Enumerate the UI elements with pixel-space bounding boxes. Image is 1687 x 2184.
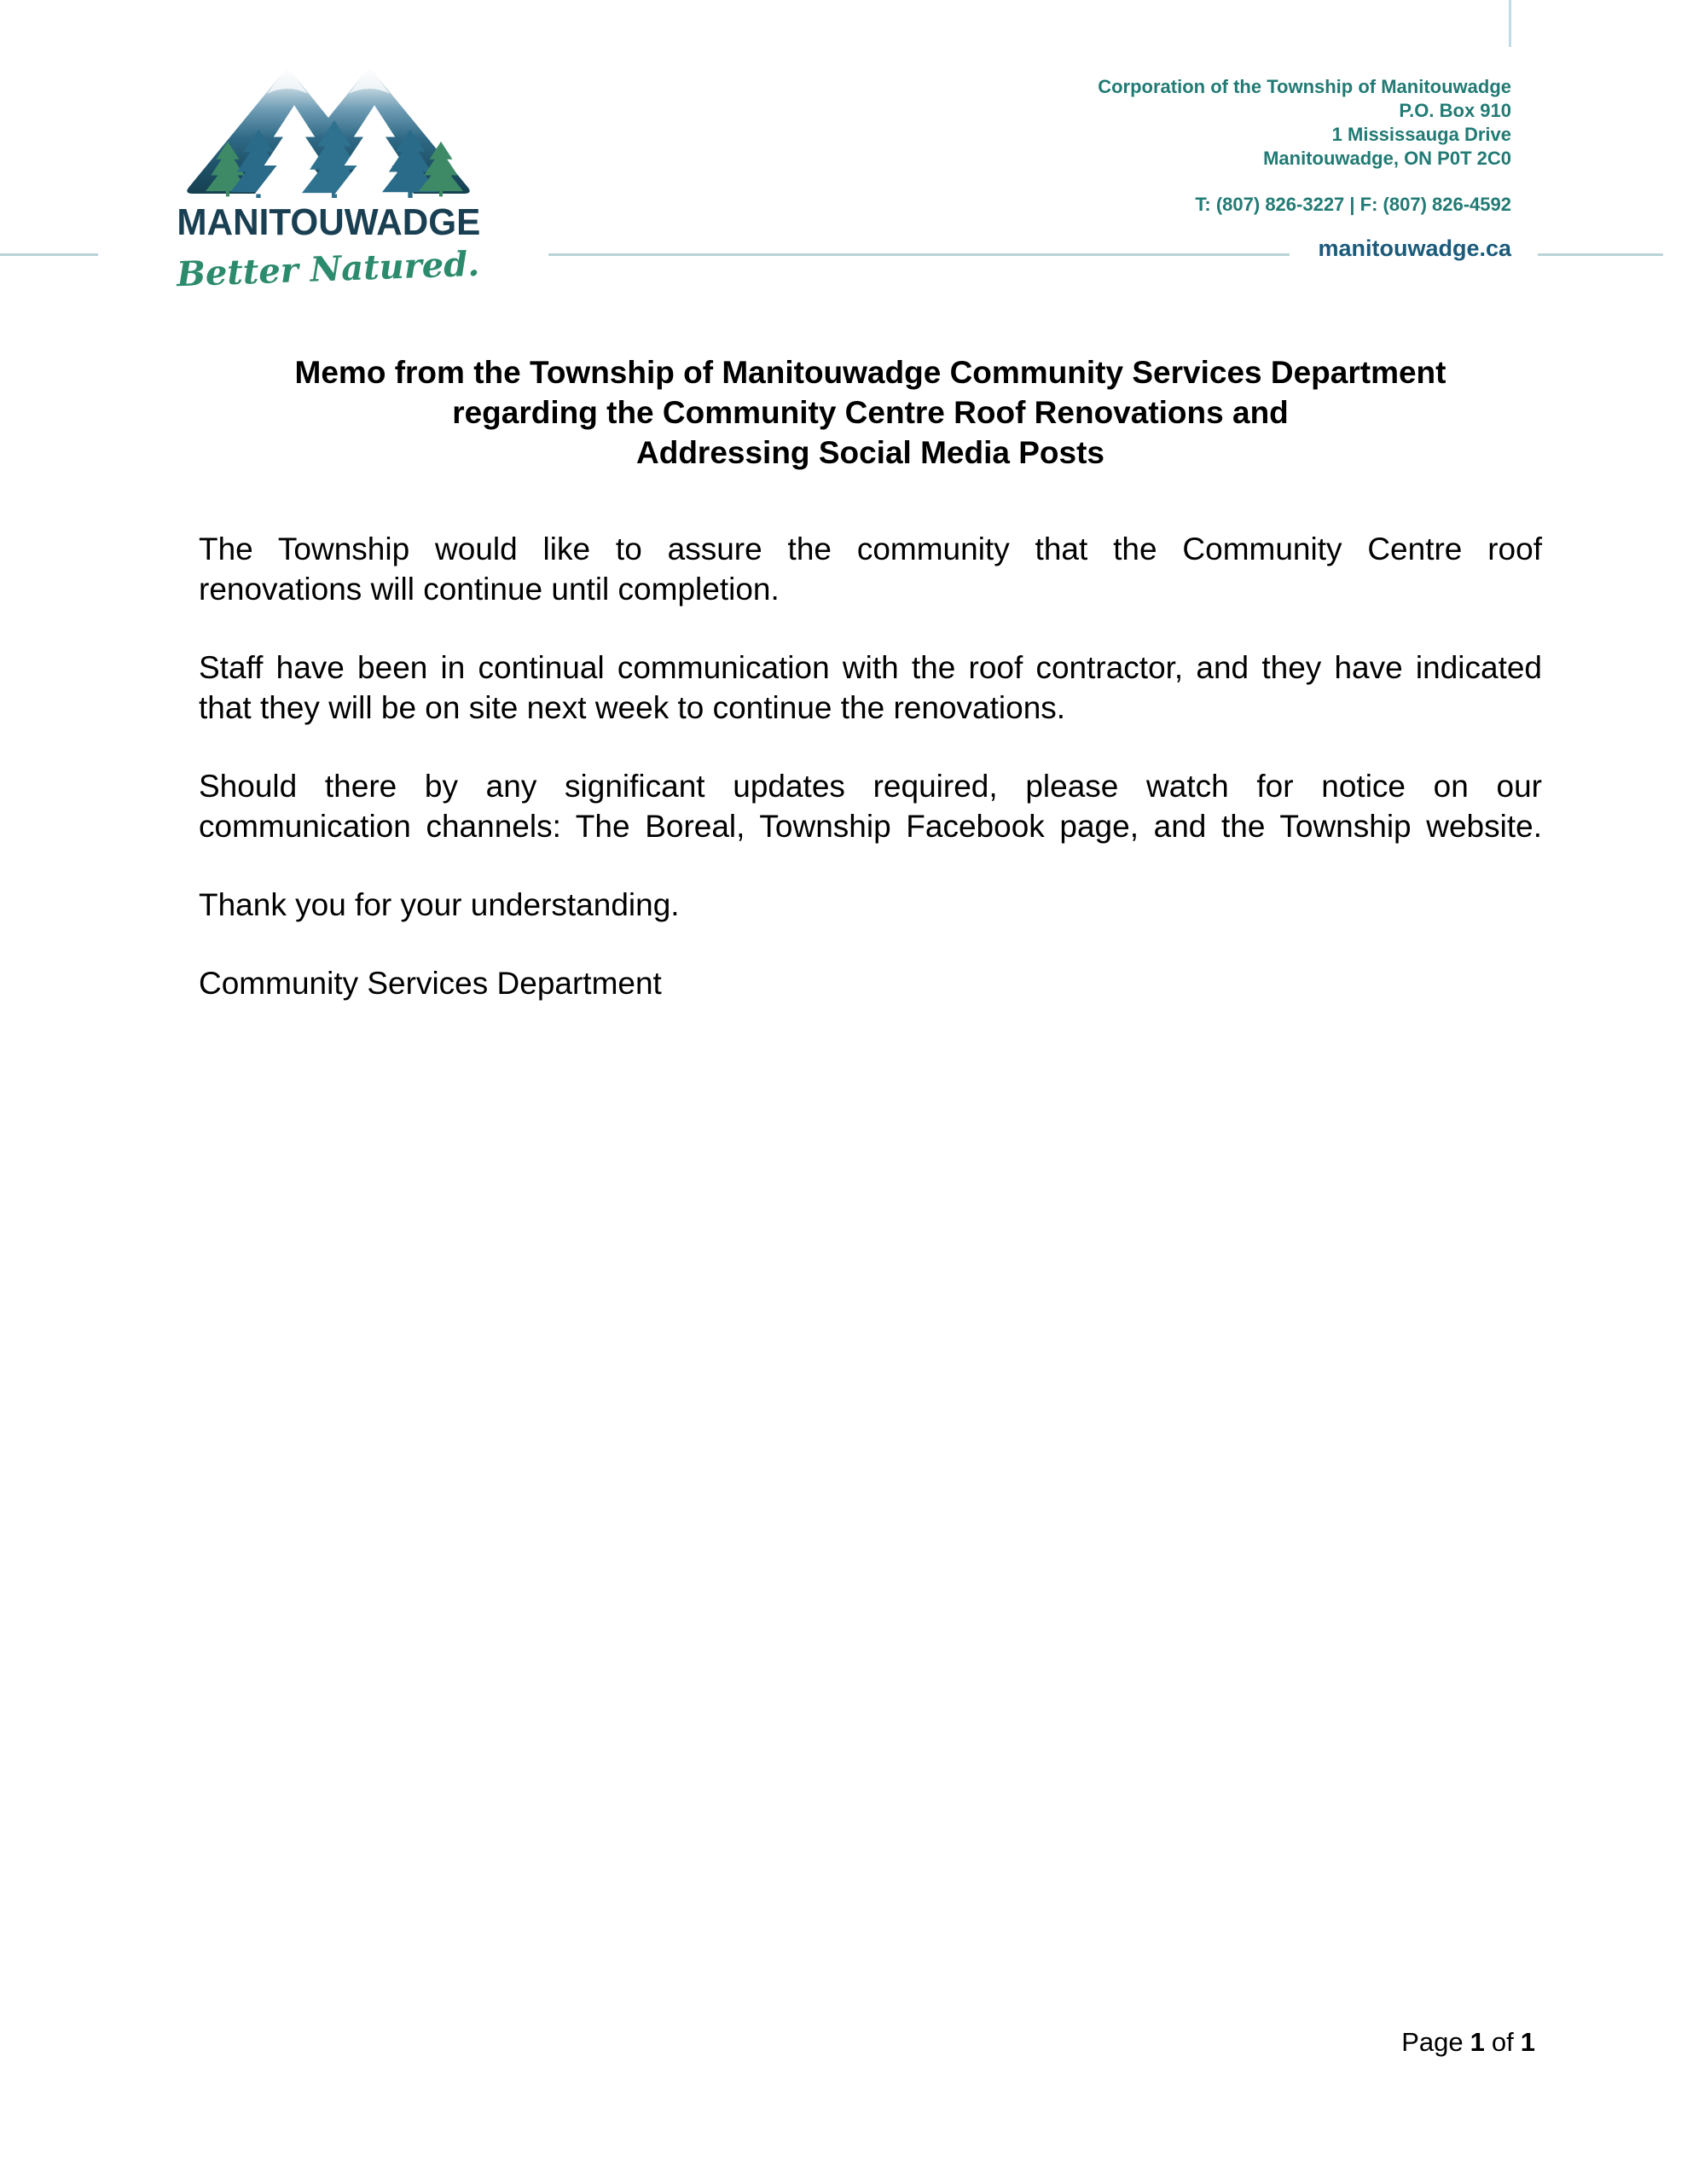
paragraph: [199, 529, 1542, 609]
memo-title-line: regarding the Community Centre Roof Renovations and: [452, 395, 1289, 430]
footer-page-number: 1: [1470, 2027, 1485, 2057]
paragraph: [199, 885, 1542, 925]
address-line: Corporation of the Township of Manitouwadge: [1098, 76, 1511, 97]
address-line: 1 Mississauga Drive: [1331, 124, 1511, 145]
address-line: Manitouwadge, ON P0T 2C0: [1263, 148, 1511, 169]
memo-title-line: Addressing Social Media Posts: [636, 435, 1104, 470]
body-line: Staff have been in continual communication with the roof contractor, and they have indicated: [199, 650, 1542, 685]
memo-title-line: Memo from the Township of Manitouwadge Community Services Department: [294, 355, 1446, 390]
body-line: that they will be on site next week to continue the renovations.: [199, 690, 1066, 725]
memo-title: [199, 352, 1542, 473]
body-line: Community Services Department: [199, 966, 662, 1001]
footer-total-pages: 1: [1520, 2027, 1535, 2057]
header-divider-middle: [548, 253, 1290, 256]
logo-wordmark: MANITOUWADGE: [177, 201, 480, 243]
memo-body: [199, 529, 1542, 1042]
corporate-address-block: [1098, 75, 1511, 217]
phone-fax-line: T: (807) 826-3227 | F: (807) 826-4592: [1195, 194, 1511, 215]
body-line: renovations will continue until completion.: [199, 572, 780, 607]
website-text: manitouwadge.ca: [1318, 235, 1511, 261]
township-logo: [141, 60, 516, 295]
paragraph: [199, 963, 1542, 1003]
header-divider-right: [1538, 253, 1663, 256]
body-line: communication channels: The Boreal, Township Facebook page, and the Township website.: [199, 809, 1542, 844]
paragraph: [199, 766, 1542, 846]
body-line: Thank you for your understanding.: [199, 887, 680, 922]
footer-label-page: Page: [1401, 2027, 1464, 2057]
page-number-footer: [1401, 2027, 1535, 2058]
logo-tagline: Better Natured.: [176, 243, 481, 295]
footer-label-of: of: [1491, 2027, 1514, 2057]
header-divider-left: [0, 253, 98, 256]
top-edge-mark: [1509, 0, 1511, 47]
mountain-logo-icon: [183, 60, 473, 198]
paragraph: [199, 648, 1542, 728]
body-line: Should there by any significant updates required, please watch for notice on our: [199, 769, 1542, 804]
body-line: The Township would like to assure the community that the Community Centre roof: [199, 531, 1542, 566]
address-line: P.O. Box 910: [1399, 100, 1511, 121]
